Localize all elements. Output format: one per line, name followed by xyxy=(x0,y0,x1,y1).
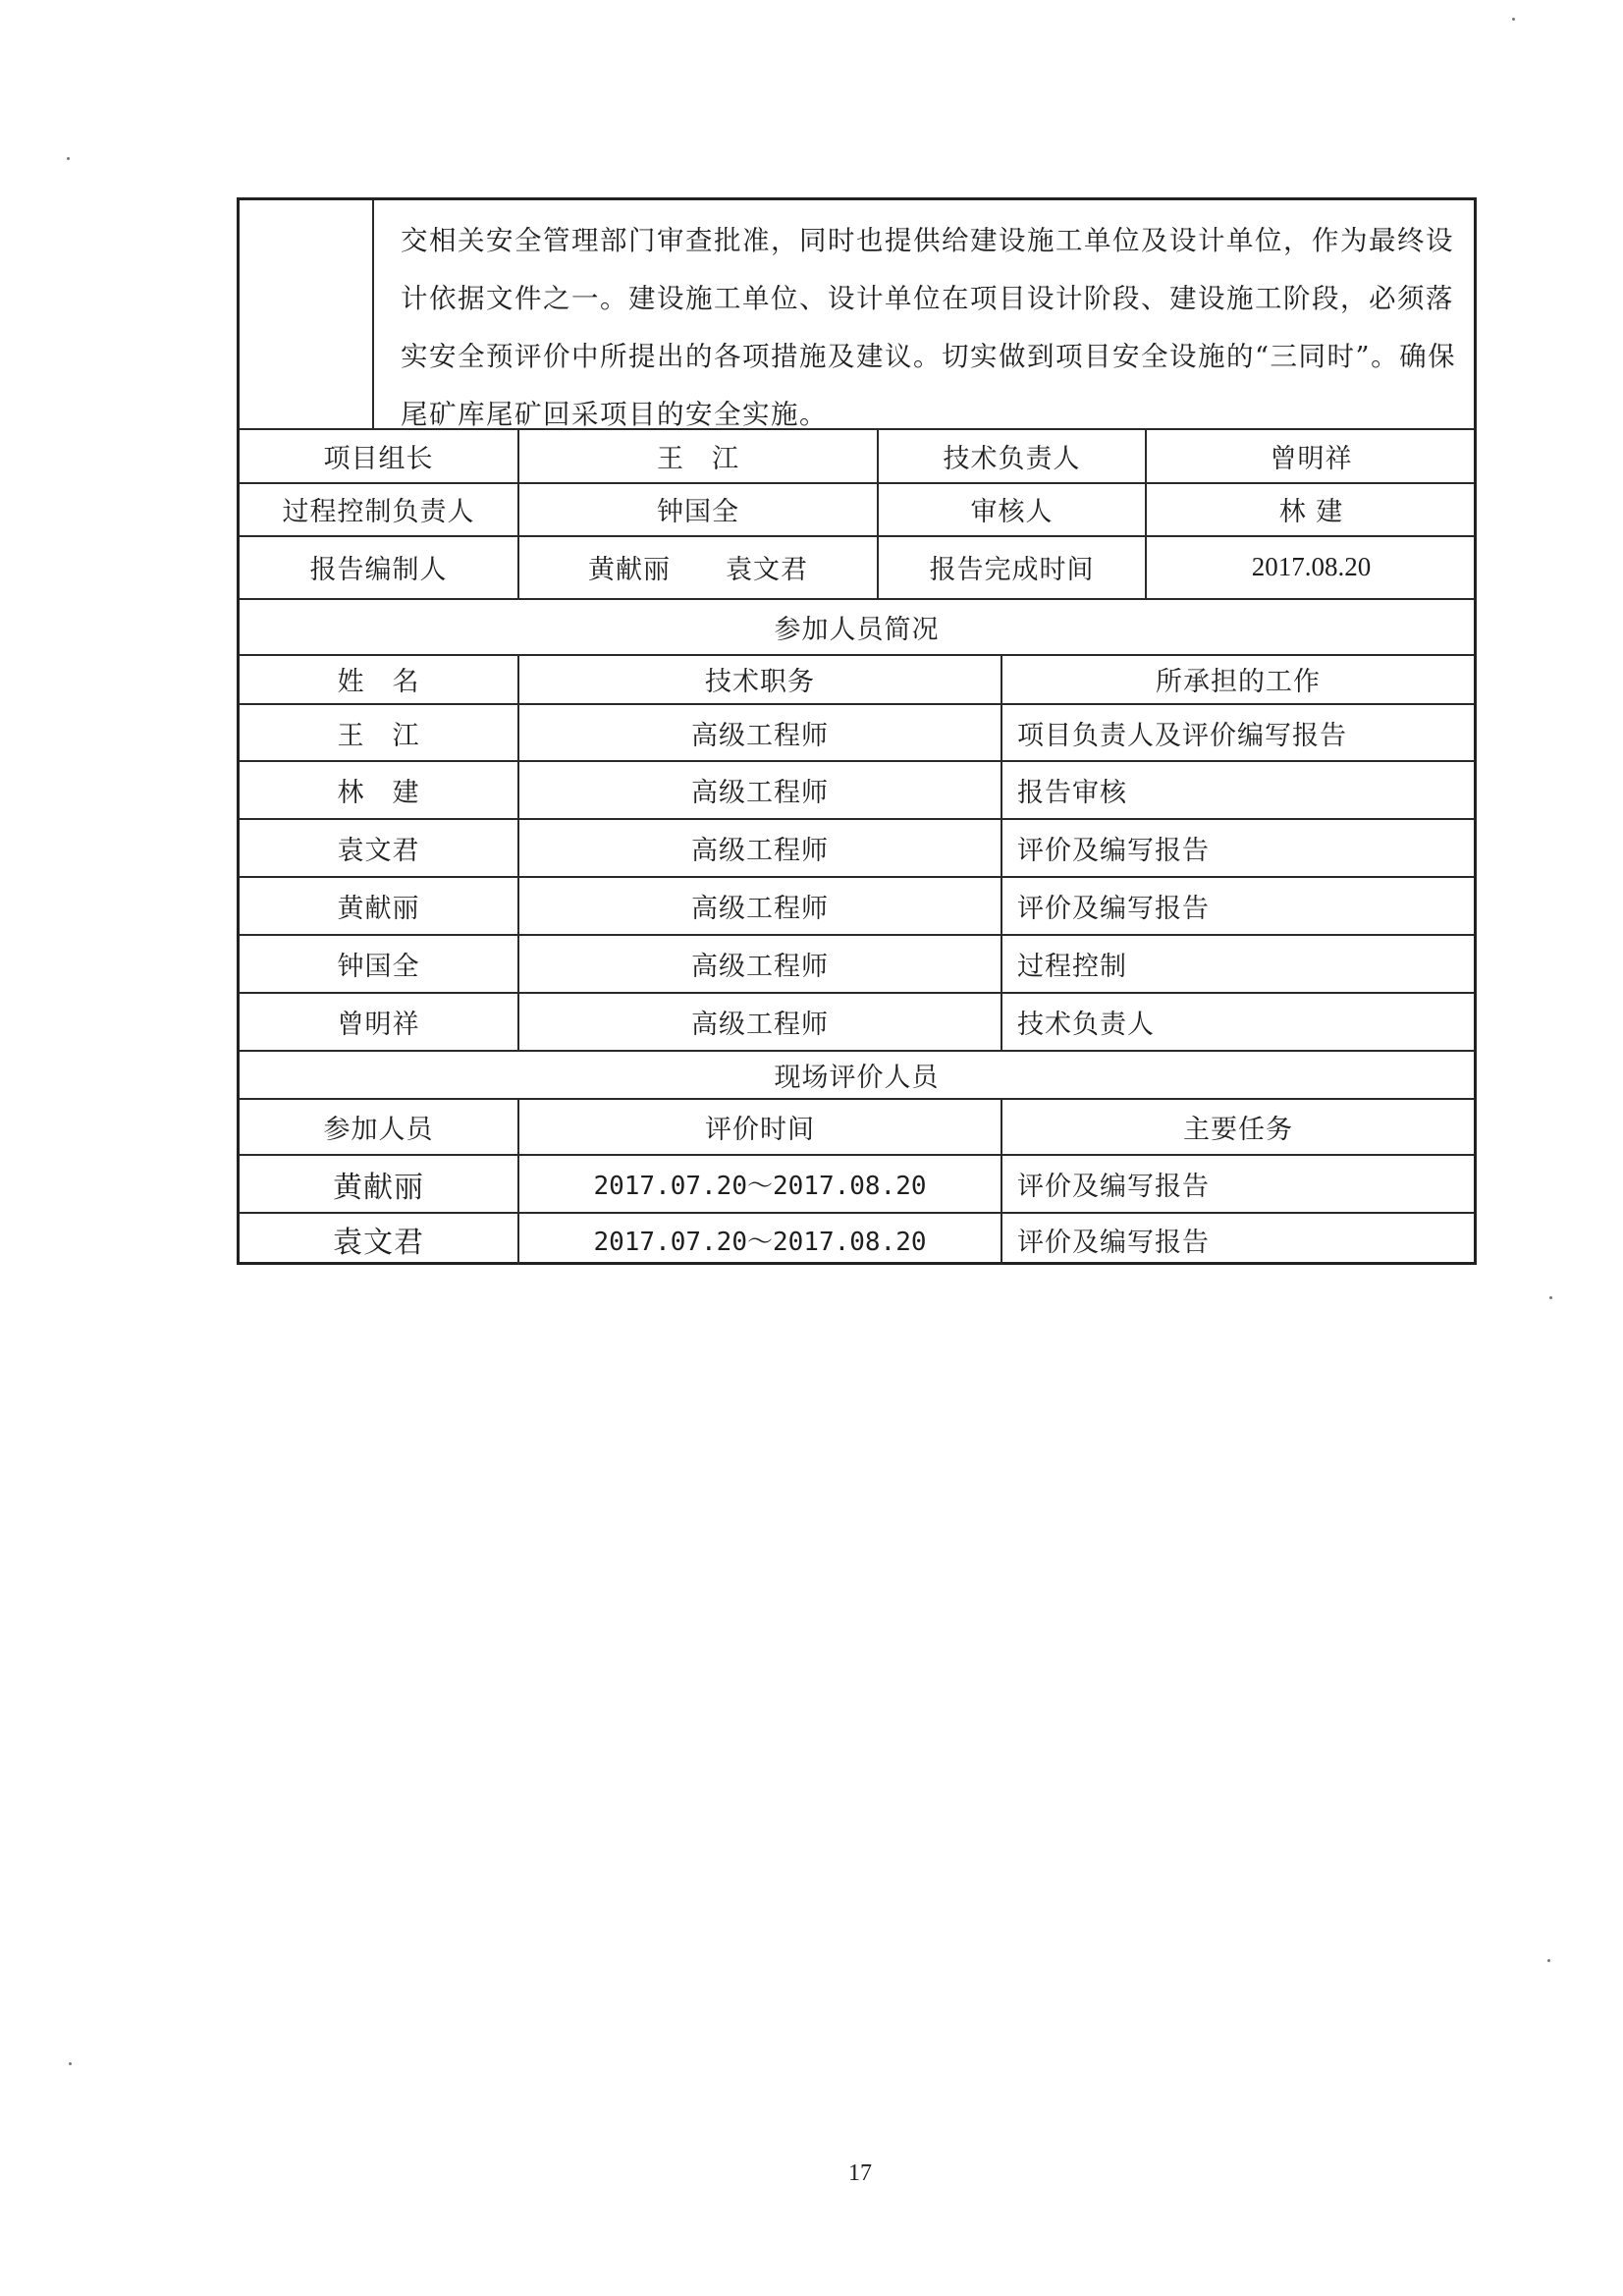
participant-title: 高级工程师 xyxy=(691,720,829,751)
onsite-name: 黄献丽 xyxy=(333,1170,424,1205)
scan-speck xyxy=(1512,18,1515,21)
participant-title: 高级工程师 xyxy=(691,894,829,924)
scan-speck xyxy=(1547,1959,1550,1962)
participant-name: 钟国全 xyxy=(337,952,420,982)
participant-work: 评价及编写报告 xyxy=(1017,894,1210,924)
onsite-period: 2017.07.20～2017.08.20 xyxy=(593,1227,927,1257)
reviewer-label: 审核人 xyxy=(970,497,1054,527)
project-leader-label: 项目组长 xyxy=(323,443,434,474)
header-name: 姓 名 xyxy=(337,667,420,697)
onsite-name: 袁文君 xyxy=(333,1226,424,1260)
process-control-value: 钟国全 xyxy=(657,497,739,527)
participant-name: 黄献丽 xyxy=(337,894,420,924)
onsite-task: 评价及编写报告 xyxy=(1017,1172,1210,1202)
author-value: 黄献丽 袁文君 xyxy=(588,555,808,585)
onsite-section-title: 现场评价人员 xyxy=(774,1063,940,1093)
process-control-label: 过程控制负责人 xyxy=(282,497,475,527)
reviewer-value: 林 建 xyxy=(1278,497,1344,527)
intro-paragraph xyxy=(401,212,1471,444)
page-number: 17 xyxy=(848,2160,872,2186)
participant-name: 袁文君 xyxy=(337,836,420,866)
scan-speck xyxy=(69,2062,72,2065)
onsite-period: 2017.07.20～2017.08.20 xyxy=(593,1172,927,1201)
participant-title: 高级工程师 xyxy=(691,952,829,982)
author-label: 报告编制人 xyxy=(309,555,448,585)
personnel-form-table xyxy=(237,197,1477,1265)
participant-work: 过程控制 xyxy=(1017,952,1127,982)
intro-line: 计依据文件之一。建设施工单位、设计单位在项目设计阶段、建设施工阶段，必须落 xyxy=(401,283,1454,314)
onsite-header-period: 评价时间 xyxy=(705,1115,815,1145)
intro-line: 交相关安全管理部门审查批准，同时也提供给建设施工单位及设计单位，作为最终设 xyxy=(401,225,1454,256)
participant-name: 王 江 xyxy=(337,720,420,751)
participant-name: 林 建 xyxy=(337,778,420,808)
onsite-header-name: 参加人员 xyxy=(323,1115,434,1145)
header-title: 技术职务 xyxy=(705,667,815,697)
onsite-task: 评价及编写报告 xyxy=(1017,1227,1210,1258)
participant-work: 项目负责人及评价编写报告 xyxy=(1017,720,1347,751)
tech-lead-value: 曾明祥 xyxy=(1270,443,1353,474)
header-work: 所承担的工作 xyxy=(1156,667,1321,697)
participant-work: 技术负责人 xyxy=(1017,1010,1155,1040)
participant-title: 高级工程师 xyxy=(691,778,829,808)
project-leader-value: 王 江 xyxy=(657,443,739,474)
participant-work: 报告审核 xyxy=(1017,778,1127,808)
participant-title: 高级工程师 xyxy=(691,836,829,866)
participant-name: 曾明祥 xyxy=(337,1010,420,1040)
participant-work: 评价及编写报告 xyxy=(1017,836,1210,866)
participant-title: 高级工程师 xyxy=(691,1010,829,1040)
intro-line: 实安全预评价中所提出的各项措施及建议。切实做到项目安全设施的“三同时”。确保 xyxy=(401,341,1457,372)
participants-section-title: 参加人员简况 xyxy=(774,615,940,645)
onsite-header-task: 主要任务 xyxy=(1183,1115,1293,1145)
tech-lead-label: 技术负责人 xyxy=(943,443,1081,474)
completion-date-label: 报告完成时间 xyxy=(929,555,1095,585)
completion-date-value: 2017.08.20 xyxy=(1251,552,1372,581)
scan-speck xyxy=(1549,1296,1552,1299)
scan-speck xyxy=(67,157,70,160)
intro-line: 尾矿库尾矿回采项目的安全实施。 xyxy=(401,399,828,430)
